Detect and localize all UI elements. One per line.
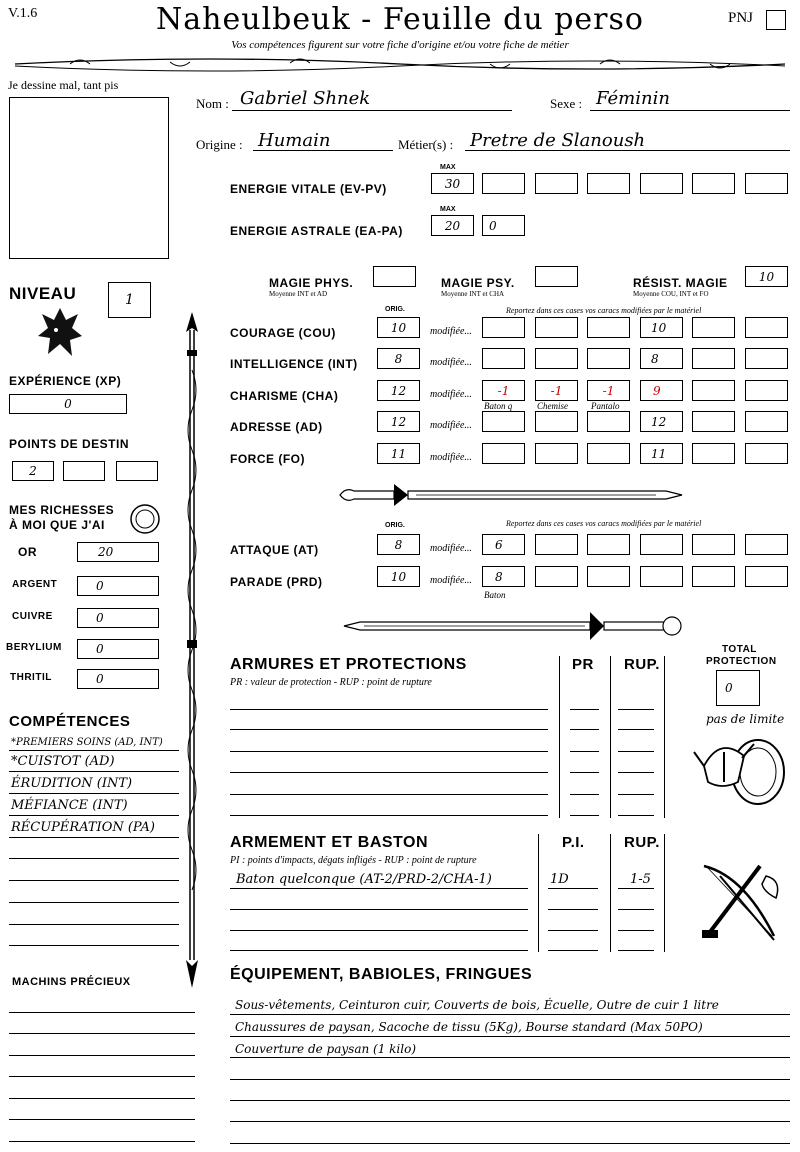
total-protection-label-1: TOTAL: [722, 644, 757, 655]
resist-magie-note: Moyenne COU, INT et FO: [633, 290, 709, 298]
at-mod-6[interactable]: [745, 534, 788, 555]
stats-note: Reportez dans ces cases vos caracs modifiées par le matériel: [506, 306, 702, 315]
magie-psy-box[interactable]: [535, 266, 578, 287]
prd-mod-6[interactable]: [745, 566, 788, 587]
origine-value[interactable]: Humain: [258, 130, 331, 151]
metier-label: Métier(s) :: [398, 137, 454, 152]
nom-value[interactable]: Gabriel Shnek: [240, 88, 371, 109]
ev-max-box[interactable]: 30: [431, 173, 474, 194]
ea-max-box[interactable]: 20: [431, 215, 474, 236]
stat-mod-cha-3[interactable]: -1: [587, 380, 630, 401]
prd-mod-3[interactable]: [587, 566, 630, 587]
destin-box-1[interactable]: 2: [12, 461, 54, 481]
weapons-pi-label: P.I.: [562, 834, 585, 851]
weapon-pi[interactable]: 1D: [550, 872, 569, 887]
ev-box-4[interactable]: [640, 173, 683, 194]
destin-box-2[interactable]: [63, 461, 105, 481]
destin-label: POINTS DE DESTIN: [9, 437, 130, 451]
weapon-name[interactable]: Baton quelconque (AT-2/PRD-2/CHA-1): [236, 872, 492, 887]
wealth-value-cuivre[interactable]: 0: [77, 608, 159, 628]
niveau-label: NIVEAU: [9, 284, 77, 303]
stat-mod-int-3[interactable]: [587, 348, 630, 369]
weapons-rup-label: RUP.: [624, 834, 660, 851]
at-modif-label: modifiée...: [430, 543, 472, 554]
niveau-box[interactable]: 1: [108, 282, 151, 318]
prd-mod-1[interactable]: 8: [482, 566, 525, 587]
stat-mod-cou-3[interactable]: [587, 317, 630, 338]
stat-mod-ad-4[interactable]: 12: [640, 411, 683, 432]
stat-mod-fo-6[interactable]: [745, 443, 788, 464]
stat-mod-ad-3[interactable]: [587, 411, 630, 432]
equipment-item[interactable]: Couverture de paysan (1 kilo): [235, 1042, 417, 1056]
stat-modif-label: modifiée...: [430, 452, 472, 463]
stat-orig-int[interactable]: 8: [377, 348, 420, 369]
stat-mod-ad-6[interactable]: [745, 411, 788, 432]
stat-mod-cha-1[interactable]: -1: [482, 380, 525, 401]
prd-mod-5[interactable]: [692, 566, 735, 587]
coin-icon: [128, 502, 162, 536]
magie-psy-label: MAGIE PSY.: [441, 276, 515, 290]
at-mod-1[interactable]: 6: [482, 534, 525, 555]
page-title: Naheulbeuk - Feuille du perso: [156, 2, 644, 37]
weapons-subtitle: PI : points d'impacts, dégats infligés - RUP : point de rupture: [230, 855, 477, 866]
combat-note: Reportez dans ces cases vos caracs modifiées par le matériel: [506, 519, 702, 528]
stat-mod-cha-5[interactable]: [692, 380, 735, 401]
total-protection-box[interactable]: 0: [716, 670, 760, 706]
stat-mod-cha-2[interactable]: -1: [535, 380, 578, 401]
richesses-label-2: À MOI QUE J'AI: [9, 518, 105, 532]
wealth-value-argent[interactable]: 0: [77, 576, 159, 596]
sword-icon: [340, 608, 685, 644]
stat-modif-label: modifiée...: [430, 357, 472, 368]
prd-label: PARADE (PRD): [230, 575, 323, 589]
stat-mod-ad-2[interactable]: [535, 411, 578, 432]
stat-mod-int-5[interactable]: [692, 348, 735, 369]
stat-modif-label: modifiée...: [430, 326, 472, 337]
skill-item[interactable]: *CUISTOT (AD): [11, 754, 115, 769]
weapons-icon: [690, 856, 790, 948]
portrait-box[interactable]: [9, 97, 169, 259]
stat-mod-cou-4[interactable]: 10: [640, 317, 683, 338]
at-mod-2[interactable]: [535, 534, 578, 555]
stat-note-cha-2: Chemise: [537, 401, 568, 411]
stat-mod-cou-1[interactable]: [482, 317, 525, 338]
armor-title: ARMURES ET PROTECTIONS: [230, 656, 467, 673]
wealth-label-thritil: THRITIL: [10, 672, 52, 683]
stat-orig-fo[interactable]: 11: [377, 443, 420, 464]
stat-note-cha-1: Baton q: [484, 401, 513, 411]
origine-label: Origine :: [196, 137, 243, 152]
stat-modif-label: modifiée...: [430, 389, 472, 400]
ea-box-1[interactable]: 0: [482, 215, 525, 236]
at-mod-4[interactable]: [640, 534, 683, 555]
resist-magie-box[interactable]: 10: [745, 266, 788, 287]
stat-mod-cou-2[interactable]: [535, 317, 578, 338]
equipment-item[interactable]: Sous-vêtements, Ceinturon cuir, Couverts de bois, Écuelle, Outre de cuir 1 litre: [235, 998, 719, 1012]
stat-label-fo: FORCE (FO): [230, 452, 305, 466]
prd-orig-box[interactable]: 10: [377, 566, 420, 587]
wealth-label-or: OR: [18, 545, 37, 559]
ea-label: ENERGIE ASTRALE (EA-PA): [230, 224, 403, 238]
magie-psy-note: Moyenne INT et CHA: [441, 290, 505, 298]
sexe-label: Sexe :: [550, 96, 583, 111]
total-protection-label-2: PROTECTION: [706, 656, 777, 667]
at-mod-5[interactable]: [692, 534, 735, 555]
equipment-item[interactable]: Chaussures de paysan, Sacoche de tissu (5Kg), Bourse standard (Max 50PO): [235, 1020, 703, 1034]
stat-mod-int-2[interactable]: [535, 348, 578, 369]
destin-box-3[interactable]: [116, 461, 158, 481]
skill-item[interactable]: *PREMIERS SOINS (AD, INT): [11, 737, 163, 748]
armor-subtitle: PR : valeur de protection - RUP : point de rupture: [230, 677, 432, 688]
sexe-value[interactable]: Féminin: [596, 88, 670, 109]
competences-title: COMPÉTENCES: [9, 713, 131, 730]
sword-icon: [336, 478, 686, 512]
ev-max-label: MAX: [440, 164, 456, 171]
ev-box-1[interactable]: [482, 173, 525, 194]
stat-mod-fo-5[interactable]: [692, 443, 735, 464]
machins-title: MACHINS PRÉCIEUX: [12, 976, 131, 988]
stat-label-cha: CHARISME (CHA): [230, 389, 339, 403]
stat-mod-fo-4[interactable]: 11: [640, 443, 683, 464]
nom-label: Nom :: [196, 96, 229, 111]
stat-note-cha-3: Pantalo: [591, 401, 620, 411]
stat-modif-label: modifiée...: [430, 420, 472, 431]
helmet-shield-icon: [690, 726, 790, 810]
stat-mod-ad-5[interactable]: [692, 411, 735, 432]
stats-orig-label: ORIG.: [385, 306, 405, 313]
wealth-label-berylium: BERYLIUM: [6, 642, 62, 653]
stat-label-ad: ADRESSE (AD): [230, 420, 323, 434]
stat-mod-int-6[interactable]: [745, 348, 788, 369]
magie-phys-note: Moyenne INT et AD: [269, 290, 327, 298]
resist-magie-label: RÉSIST. MAGIE: [633, 276, 728, 290]
xp-box[interactable]: 0: [9, 394, 127, 414]
wealth-value-or[interactable]: 20: [77, 542, 159, 562]
skill-item[interactable]: RÉCUPÉRATION (PA): [11, 820, 155, 835]
wealth-label-cuivre: CUIVRE: [12, 611, 53, 622]
stat-mod-cou-6[interactable]: [745, 317, 788, 338]
version-label: V.1.6: [8, 6, 38, 21]
equipment-title: ÉQUIPEMENT, BABIOLES, FRINGUES: [230, 966, 533, 983]
spear-icon: [180, 310, 204, 990]
stat-mod-fo-2[interactable]: [535, 443, 578, 464]
prd-note: Baton: [484, 590, 506, 600]
magie-phys-box[interactable]: [373, 266, 416, 287]
skill-item[interactable]: ÉRUDITION (INT): [11, 776, 133, 791]
metier-value[interactable]: Pretre de Slanoush: [470, 130, 646, 151]
portrait-caption: Je dessine mal, tant pis: [8, 78, 119, 92]
prd-modif-label: modifiée...: [430, 575, 472, 586]
stat-mod-int-4[interactable]: 8: [640, 348, 683, 369]
armor-pr-label: PR: [572, 656, 594, 673]
stat-mod-fo-3[interactable]: [587, 443, 630, 464]
prd-mod-2[interactable]: [535, 566, 578, 587]
ea-max-label: MAX: [440, 206, 456, 213]
stat-mod-cou-5[interactable]: [692, 317, 735, 338]
header-vine-decoration: [10, 52, 790, 76]
stat-orig-cou[interactable]: 10: [377, 317, 420, 338]
stat-mod-cha-4[interactable]: 9: [640, 380, 683, 401]
stat-mod-ad-1[interactable]: [482, 411, 525, 432]
stat-orig-ad[interactable]: 12: [377, 411, 420, 432]
at-mod-3[interactable]: [587, 534, 630, 555]
ev-label: ENERGIE VITALE (EV-PV): [230, 182, 387, 196]
weapon-rup[interactable]: 1-5: [630, 872, 651, 887]
stat-mod-int-1[interactable]: [482, 348, 525, 369]
page-subtitle: Vos compétences figurent sur votre fiche d'origine et/ou votre fiche de métier: [231, 39, 569, 51]
dragon-icon: [34, 302, 86, 362]
ev-box-6[interactable]: [745, 173, 788, 194]
ev-box-3[interactable]: [587, 173, 630, 194]
combat-orig-label: ORIG.: [385, 522, 405, 529]
stat-label-int: INTELLIGENCE (INT): [230, 357, 358, 371]
magie-phys-label: MAGIE PHYS.: [269, 276, 354, 290]
prd-mod-4[interactable]: [640, 566, 683, 587]
at-label: ATTAQUE (AT): [230, 543, 319, 557]
stat-label-cou: COURAGE (COU): [230, 326, 336, 340]
stat-mod-fo-1[interactable]: [482, 443, 525, 464]
weapons-title: ARMEMENT ET BASTON: [230, 834, 429, 851]
wealth-value-berylium[interactable]: 0: [77, 639, 159, 659]
pnj-label: PNJ: [728, 10, 754, 26]
wealth-label-argent: ARGENT: [12, 579, 58, 590]
skill-item[interactable]: MÉFIANCE (INT): [11, 798, 128, 813]
wealth-value-thritil[interactable]: 0: [77, 669, 159, 689]
limit-label: pas de limite: [706, 712, 785, 726]
armor-rup-label: RUP.: [624, 656, 660, 673]
at-orig-box[interactable]: 8: [377, 534, 420, 555]
richesses-label-1: MES RICHESSES: [9, 503, 115, 517]
stat-mod-cha-6[interactable]: [745, 380, 788, 401]
stat-orig-cha[interactable]: 12: [377, 380, 420, 401]
ev-box-2[interactable]: [535, 173, 578, 194]
xp-label: EXPÉRIENCE (XP): [9, 374, 122, 388]
ev-box-5[interactable]: [692, 173, 735, 194]
pnj-checkbox[interactable]: [766, 10, 786, 30]
